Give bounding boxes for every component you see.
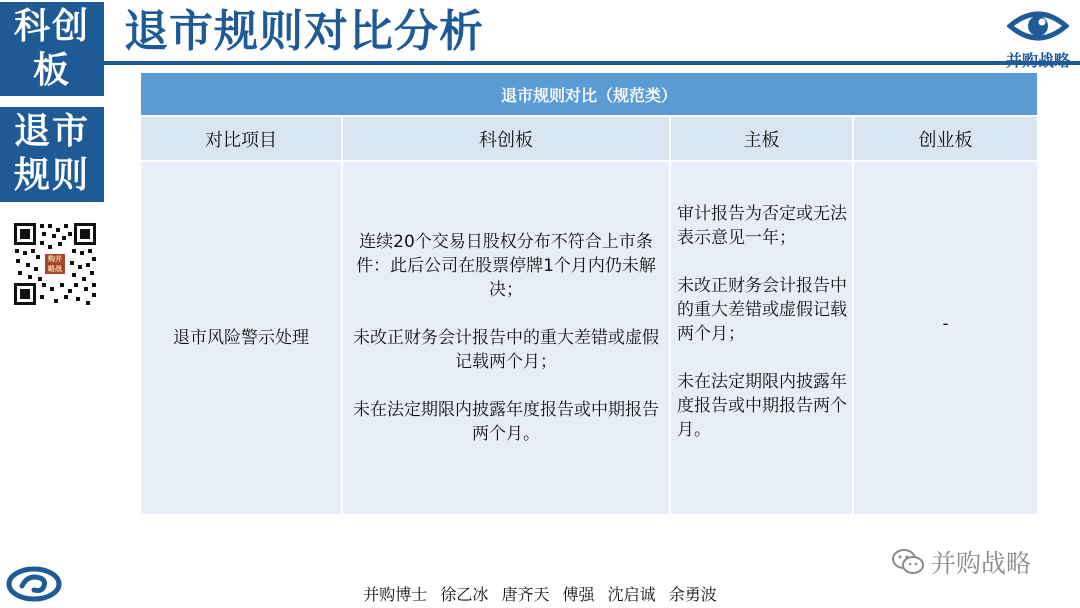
- rule-paragraph: 未改正财务会计报告中的重大差错或虚假记载两个月；: [353, 328, 659, 372]
- rule-paragraph: 连续20个交易日股权分布不符合上市条件：此后公司在股票停牌1个月内仍未解决；: [356, 232, 656, 300]
- rule-paragraph: 未在法定期限内披露年度报告或中期报告两个月。: [353, 400, 659, 444]
- table-row: [141, 162, 1037, 514]
- watermark-text: 并购战略: [931, 549, 1032, 578]
- qr-center-stamp: [45, 254, 65, 274]
- wechat-icon: [891, 548, 925, 576]
- side-tag-star-market: [0, 2, 104, 96]
- column-header-item: 对比项目: [141, 117, 341, 160]
- page-title: 退市规则对比分析: [124, 6, 484, 57]
- chinext-cell: [854, 162, 1037, 514]
- side-tag-line: 板: [32, 50, 71, 91]
- author-name: 徐乙冰: [440, 585, 489, 604]
- main-board-cell: [671, 162, 852, 514]
- row-item-cell: 退市风险警示处理: [141, 162, 341, 514]
- side-tag-delisting-rules: [0, 107, 104, 202]
- table-title: 退市规则对比（规范类）: [141, 73, 1037, 115]
- author-name: 余勇波: [668, 585, 717, 604]
- brand-name: 并购战略: [1005, 51, 1070, 70]
- side-tag-line: 规则: [13, 155, 90, 196]
- stamp-line: 购并: [48, 255, 62, 263]
- brand-logo: [1000, 6, 1076, 71]
- title-divider: [104, 61, 1080, 65]
- rule-paragraph: 审计报告为否定或无法表示意见一年；: [677, 204, 847, 248]
- author-name: 傅强: [562, 585, 595, 604]
- author-name: 唐齐天: [501, 585, 550, 604]
- star-market-cell: [343, 162, 669, 514]
- column-header-star-market: 科创板: [343, 117, 669, 160]
- comparison-table: [139, 71, 1039, 516]
- column-header-chinext: 创业板: [854, 117, 1037, 160]
- rule-paragraph: 未在法定期限内披露年度报告或中期报告两个月。: [677, 372, 847, 440]
- qr-code: [12, 221, 98, 307]
- side-tag-line: 科创: [13, 6, 90, 47]
- footer-authors: [0, 582, 1080, 605]
- column-header-main-board: 主板: [671, 117, 852, 160]
- wechat-watermark: [891, 544, 1031, 580]
- side-tag-line: 退市: [13, 111, 90, 152]
- empty-value-dash: -: [942, 314, 949, 334]
- eye-icon: [1007, 6, 1069, 46]
- stamp-line: 略战: [48, 265, 62, 273]
- rule-paragraph: 未改正财务会计报告中的重大差错或虚假记载两个月；: [677, 276, 847, 344]
- author-name: 沈启诚: [607, 585, 656, 604]
- author-name: 并购博士: [363, 585, 428, 604]
